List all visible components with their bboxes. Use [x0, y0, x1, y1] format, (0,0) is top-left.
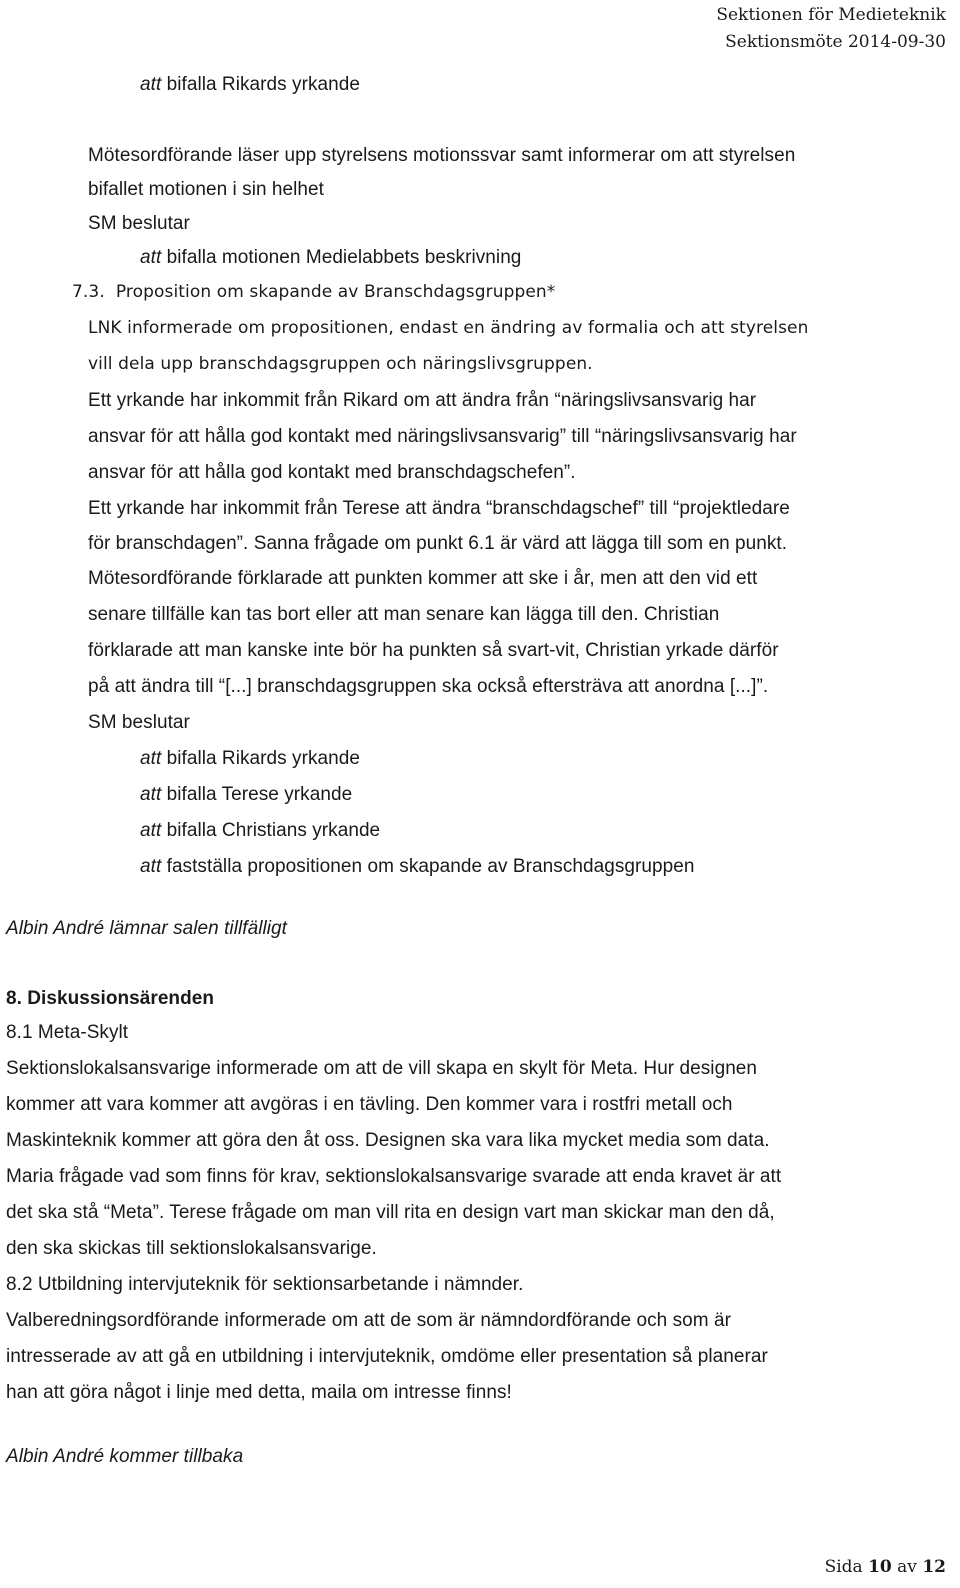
section-heading: 8. Diskussionsärenden [6, 988, 215, 1009]
line-text: senare tillfälle kan tas bort eller att man senare kan lägga till den. Christian [88, 604, 720, 625]
text-line [6, 1202, 775, 1224]
footer-page-total: 12 [922, 1557, 946, 1577]
line-text: bifalla motionen Medielabbets beskrivning [161, 247, 522, 268]
text-line [88, 213, 190, 235]
text-line [6, 1346, 768, 1368]
text-line [6, 1022, 128, 1044]
text-line [88, 568, 757, 590]
line-text: vill dela upp branschdagsgruppen och näringslivsgruppen. [88, 354, 593, 374]
line-text: det ska stå “Meta”. Terese frågade om man vill rita en design vart man skickar man den då, [6, 1202, 775, 1223]
line-text: för branschdagen”. Sanna frågade om punkt 6.1 är värd att lägga till som en punkt. [88, 533, 788, 554]
line-text: kommer att vara kommer att avgöras i en tävling. Den kommer vara i rostfri metall och [6, 1094, 733, 1115]
line-text: förklarade att man kanske inte bör ha punkten så svart-vit, Christian yrkade därför [88, 640, 779, 661]
text-line [140, 820, 380, 842]
line-text: Sektionslokalsansvarige informerade om att de vill skapa en skylt för Meta. Hur designen [6, 1058, 758, 1079]
line-text: Ett yrkande har inkommit från Terese att ändra “branschdagschef” till “projektledare [88, 498, 790, 519]
text-line [6, 1310, 731, 1332]
text-line [6, 988, 214, 1010]
line-text: Mötesordförande förklarade att punkten kommer att ske i år, men att den vid ett [88, 568, 758, 589]
text-line [6, 1446, 243, 1468]
text-line [88, 533, 787, 555]
text-line [88, 712, 190, 734]
line-text: ansvar för att hålla god kontakt med branschdagschefen”. [88, 462, 576, 483]
line-text: bifalla Rikards yrkande [161, 74, 360, 95]
line-text: 8.2 Utbildning intervjuteknik för sektionsarbetande i nämnder. [6, 1274, 524, 1295]
text-line [140, 784, 352, 806]
line-text: bifallet motionen i sin helhet [88, 179, 324, 200]
text-line [140, 74, 360, 96]
text-line [6, 1238, 377, 1260]
italic-text: att [140, 74, 162, 95]
italic-text: Albin André lämnar salen tillfälligt [6, 918, 287, 939]
text-line [88, 676, 768, 698]
line-text: den ska skickas till sektionslokalsansvarige. [6, 1238, 377, 1259]
text-line [88, 640, 779, 662]
line-text: Ett yrkande har inkommit från Rikard om att ändra från “näringslivsansvarig har [88, 390, 757, 411]
line-text: intresserade av att gå en utbildning i intervjuteknik, omdöme eller presentation så planerar [6, 1346, 768, 1367]
text-line [72, 282, 555, 302]
header-meeting: Sektionsmöte 2014-09-30 [725, 32, 946, 52]
line-text: 8.1 Meta-Skylt [6, 1022, 129, 1043]
italic-text: att [140, 784, 162, 805]
text-line [140, 856, 694, 878]
italic-text: Albin André kommer tillbaka [6, 1446, 244, 1467]
italic-text: att [140, 247, 162, 268]
footer-page-number: 10 [868, 1557, 892, 1577]
text-line [140, 748, 360, 770]
text-line [6, 1094, 733, 1116]
italic-text: att [140, 856, 162, 877]
header-org: Sektionen för Medieteknik [716, 5, 946, 25]
line-text: Maskinteknik kommer att göra den åt oss. Designen ska vara lika mycket media som data. [6, 1130, 770, 1151]
text-line [88, 179, 324, 201]
text-line [6, 1274, 523, 1296]
page-header [716, 2, 946, 56]
footer-prefix: Sida [824, 1557, 863, 1577]
line-text: bifalla Terese yrkande [161, 784, 353, 805]
text-line [88, 318, 808, 338]
text-line [88, 462, 576, 484]
line-text: på att ändra till “[...] branschdagsgruppen ska också eftersträva att anordna [...]”. [88, 676, 769, 697]
text-line [6, 1166, 781, 1188]
italic-text: att [140, 820, 162, 841]
line-text: bifalla Christians yrkande [161, 820, 381, 841]
line-text: ansvar för att hålla god kontakt med näringslivsansvarig” till “näringslivsansvarig har [88, 426, 797, 447]
line-text: Valberedningsordförande informerade om att de som är nämndordförande och som är [6, 1310, 731, 1331]
line-text: SM beslutar [88, 213, 190, 234]
text-line [6, 1382, 512, 1404]
text-line [88, 145, 795, 167]
text-line [88, 604, 719, 626]
line-text: fastställa propositionen om skapande av Branschdagsgruppen [161, 856, 695, 877]
line-text: Mötesordförande läser upp styrelsens motionssvar samt informerar om att styrelsen [88, 145, 796, 166]
text-line [6, 918, 287, 940]
text-line [88, 354, 593, 374]
text-line [6, 1130, 770, 1152]
italic-text: att [140, 748, 162, 769]
text-line [6, 1058, 757, 1080]
text-line [88, 426, 797, 448]
line-text: SM beslutar [88, 712, 190, 733]
text-line [140, 247, 521, 269]
line-text: han att göra något i linje med detta, maila om intresse finns! [6, 1382, 512, 1403]
page-footer [825, 1557, 946, 1577]
line-text: 7.3. Proposition om skapande av Branschdagsgruppen* [72, 282, 556, 302]
line-text: Maria frågade vad som finns för krav, sektionslokalsansvarige svarade att enda kravet är att [6, 1166, 782, 1187]
text-line [88, 498, 790, 520]
footer-separator: av [897, 1557, 917, 1577]
line-text: LNK informerade om propositionen, endast en ändring av formalia och att styrelsen [88, 318, 809, 338]
text-line [88, 390, 756, 412]
line-text: bifalla Rikards yrkande [161, 748, 360, 769]
